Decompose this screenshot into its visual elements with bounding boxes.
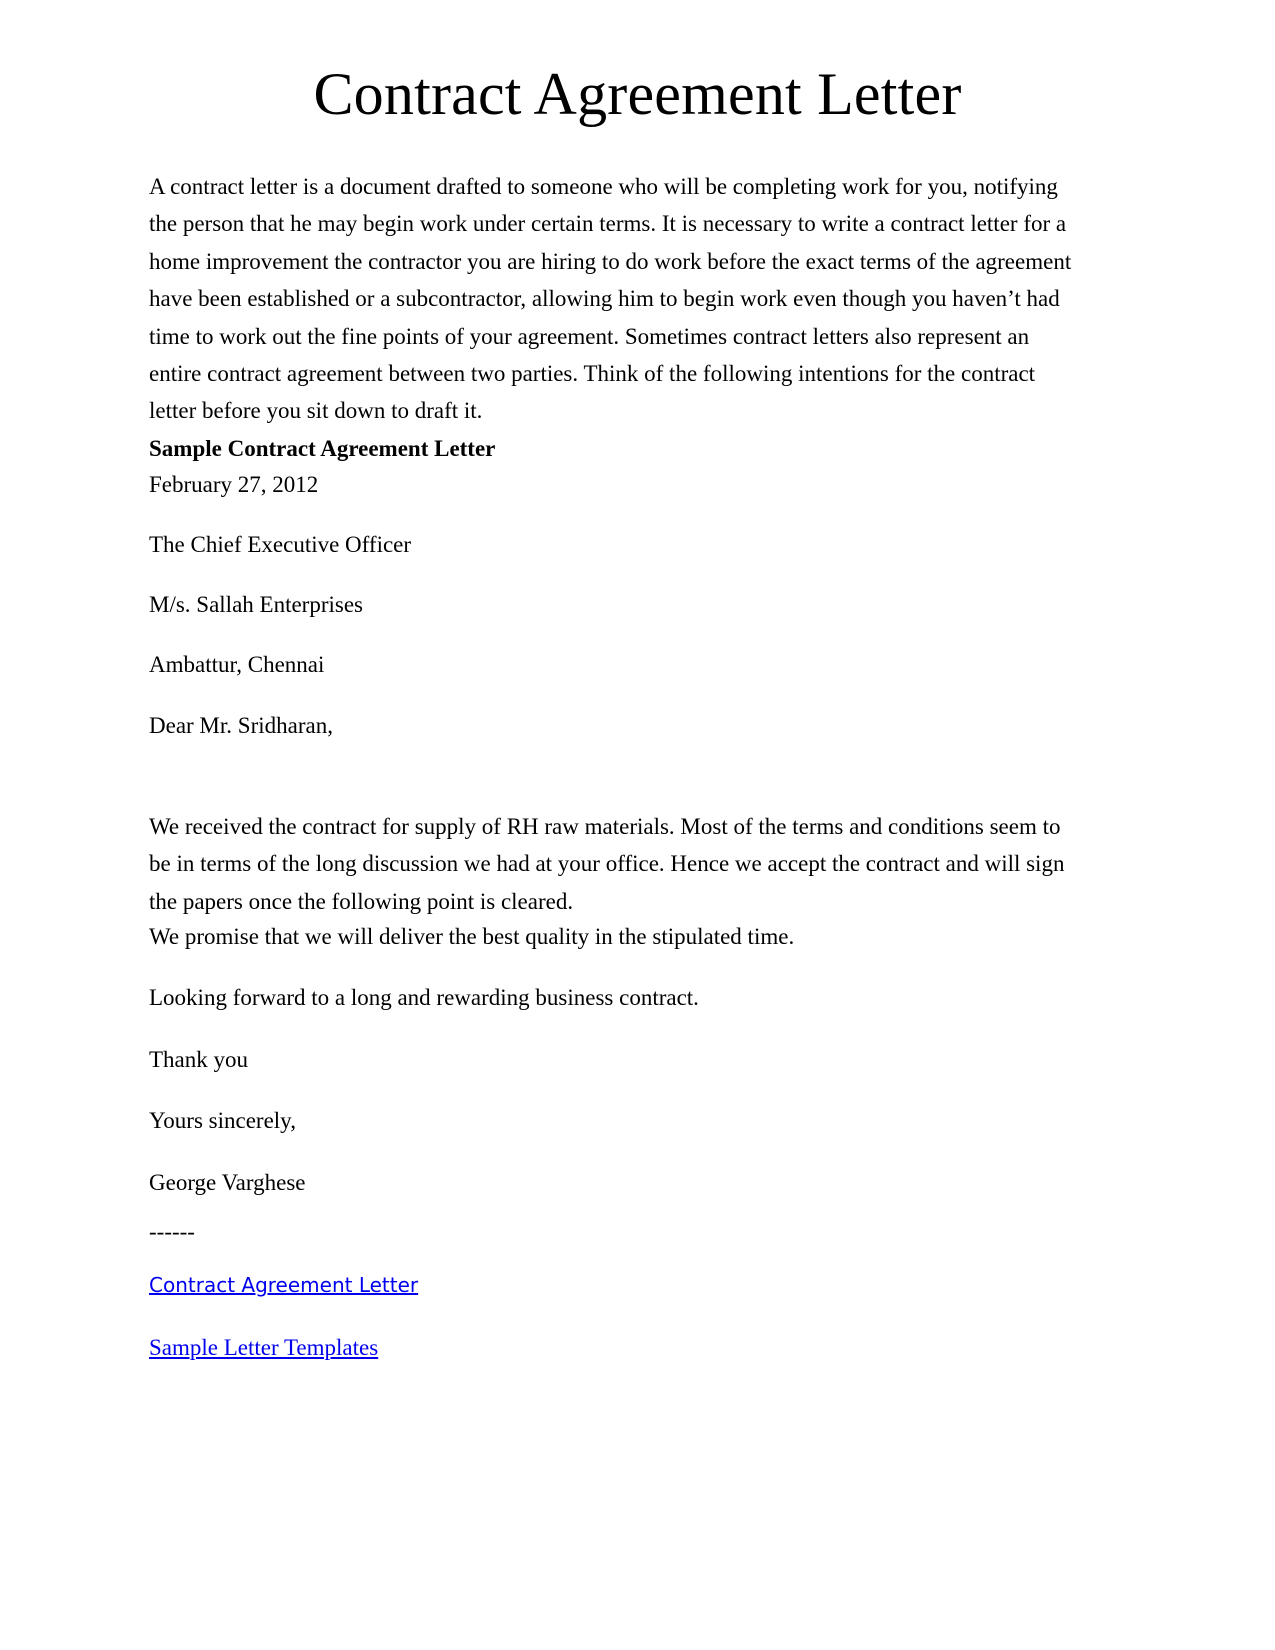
intro-line: home improvement the contractor you are hiring to do work before the exact terms of the agreement xyxy=(149,248,1072,274)
intro-line: letter before you sit down to draft it. xyxy=(149,398,483,424)
letter-date: February 27, 2012 xyxy=(149,472,319,497)
intro-line: time to work out the fine points of your agreement. Sometimes contract letters also represent an xyxy=(149,323,1030,349)
intro-line: have been established or a subcontractor, allowing him to begin work even though you haven’t had xyxy=(149,286,1060,312)
body-line: be in terms of the long discussion we had at your office. Hence we accept the contract and will sign xyxy=(149,851,1065,877)
promise-line: We promise that we will deliver the best quality in the stipulated time. xyxy=(149,924,795,949)
recipient-address: Ambattur, Chennai xyxy=(149,652,325,677)
intro-line: the person that he may begin work under certain terms. It is necessary to write a contract letter for a xyxy=(149,211,1067,237)
separator: ------ xyxy=(149,1219,195,1244)
page-title: Contract Agreement Letter xyxy=(313,61,962,127)
signature-name: George Varghese xyxy=(149,1170,306,1195)
closing-line: Yours sincerely, xyxy=(149,1108,296,1133)
intro-line: A contract letter is a document drafted to someone who will be completing work for you, notifying xyxy=(149,174,1058,199)
intro-line: entire contract agreement between two parties. Think of the following intentions for the contract xyxy=(149,361,1036,387)
link-paragraph-templates xyxy=(149,1333,378,1363)
recipient-title: The Chief Executive Officer xyxy=(149,532,412,557)
body-line: We received the contract for supply of RH raw materials. Most of the terms and conditions seem to xyxy=(149,814,1061,839)
thanks-line: Thank you xyxy=(149,1047,249,1072)
sample-letter-templates-link[interactable]: Sample Letter Templates xyxy=(149,1335,379,1360)
contract-agreement-letter-link[interactable]: Contract Agreement Letter xyxy=(149,1273,419,1297)
salutation: Dear Mr. Sridharan, xyxy=(149,713,333,738)
body-line: the papers once the following point is cleared. xyxy=(149,888,574,914)
recipient-company: M/s. Sallah Enterprises xyxy=(149,592,363,617)
looking-forward-line: Looking forward to a long and rewarding business contract. xyxy=(149,985,699,1010)
intro-paragraph xyxy=(149,168,1119,430)
link-paragraph-contract xyxy=(149,1270,418,1300)
sample-heading: Sample Contract Agreement Letter xyxy=(149,436,496,461)
body-paragraph xyxy=(149,808,1119,920)
